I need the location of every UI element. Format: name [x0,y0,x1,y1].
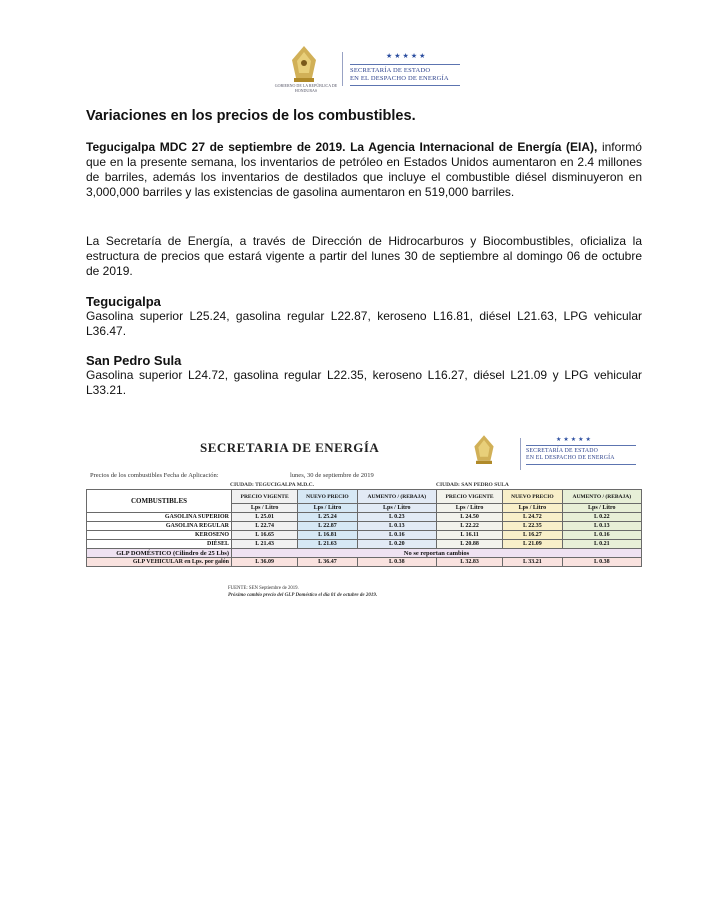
table-source-note: FUENTE: SEN Septiembre de 2019. [228,586,299,591]
fuel-name: GLP DOMÉSTICO (Cilindro de 25 Lbs) [87,549,232,558]
tgu-nuevo-precio: L 22.87 [298,522,357,531]
sps-aumento: L 0.38 [562,558,641,567]
stars-icon: ★★★★★ [386,53,428,60]
paragraph-eia-lead: Tegucigalpa MDC 27 de septiembre de 2019. La Agencia Internacional de Energía (EIA), [86,140,598,154]
table-row-glp-domestico [87,549,642,558]
table-row [87,531,642,540]
secretaria-line1: SECRETARÍA DE ESTADO [350,67,431,74]
table-secretaria-line2: EN EL DESPACHO DE ENERGÍA [526,455,615,461]
col-sps-nuevo-precio: NUEVO PRECIO [503,490,562,504]
fuel-name: KEROSENO [87,531,232,540]
sps-precio-vigente: L 24.50 [436,513,502,522]
table-row [87,522,642,531]
tgu-nuevo-precio: L 25.24 [298,513,357,522]
unit-cell: Lps / Litro [232,504,298,513]
fuel-price-table [86,489,642,567]
table-secretaria-logo [526,436,636,467]
sps-precio-vigente: L 20.88 [436,540,502,549]
city-heading-san-pedro-sula: San Pedro Sula [86,353,182,368]
city-header-tegucigalpa: CIUDAD: TEGUCIGALPA M.D.C. [230,482,314,488]
sps-precio-vigente: L 32.83 [436,558,502,567]
application-date-label: Precios de los combustibles Fecha de Aplicación: [90,472,219,479]
emblem-caption: GOBIERNO DE LA REPÚBLICA DE HONDURAS [274,83,338,93]
unit-cell: Lps / Litro [562,504,641,513]
unit-cell: Lps / Litro [357,504,436,513]
tgu-precio-vigente: L 16.65 [232,531,298,540]
col-combustibles: COMBUSTIBLES [87,490,232,513]
tgu-precio-vigente: L 25.01 [232,513,298,522]
letterhead [0,38,720,98]
tgu-nuevo-precio: L 21.63 [298,540,357,549]
tgu-precio-vigente: L 21.43 [232,540,298,549]
table-next-change-note: Próximo cambio precio del GLP Doméstico el día 01 de octubre de 2019. [228,593,378,598]
city-heading-tegucigalpa: Tegucigalpa [86,294,161,309]
price-table-figure [84,432,644,612]
unit-cell: Lps / Litro [503,504,562,513]
coat-of-arms-icon [468,432,500,472]
col-tgu-nuevo-precio: NUEVO PRECIO [298,490,357,504]
secretaria-line2: EN EL DESPACHO DE ENERGÍA [350,75,449,82]
tgu-aumento: L 0.13 [357,522,436,531]
col-sps-precio-vigente: PRECIO VIGENTE [436,490,502,504]
sps-aumento: L 0.21 [562,540,641,549]
unit-cell: Lps / Litro [436,504,502,513]
sps-nuevo-precio: L 21.09 [503,540,562,549]
fuel-name: GASOLINA REGULAR [87,522,232,531]
sps-nuevo-precio: L 24.72 [503,513,562,522]
fuel-name: GLP VEHICULAR en Lps. por galón [87,558,232,567]
table-row [87,513,642,522]
article-title: Variaciones en los precios de los combustibles. [86,108,416,124]
table-row [87,540,642,549]
tgu-aumento: L 0.38 [357,558,436,567]
tgu-aumento: L 0.16 [357,531,436,540]
tgu-nuevo-precio: L 36.47 [298,558,357,567]
city-header-san-pedro-sula: CIUDAD: SAN PEDRO SULA [436,482,509,488]
fuel-name: DIÉSEL [87,540,232,549]
sps-nuevo-precio: L 33.21 [503,558,562,567]
prices-tegucigalpa: Gasolina superior L25.24, gasolina regular L22.87, keroseno L16.81, diésel L21.63, LPG vehicular L36.47. [86,309,642,338]
sps-precio-vigente: L 16.11 [436,531,502,540]
col-tgu-aumento: AUMENTO / (REBAJA) [357,490,436,504]
no-changes-note: No se reportan cambios [232,549,642,558]
table-header-row [87,490,642,504]
sps-aumento: L 0.13 [562,522,641,531]
sps-nuevo-precio: L 22.35 [503,522,562,531]
paragraph-eia-body: informó que en la presente semana, los inventarios de petróleo en Estados Unidos aumentaron en 2.4 millones de barriles, además los inventarios de destilados que incluye el combustible diésel disminuyeron en 3,000,000 barriles y las existencias de gasolina aumentaron en 519,000 barriles. [86,140,642,199]
table-header-divider [520,438,521,470]
tgu-precio-vigente: L 36.09 [232,558,298,567]
table-title: SECRETARIA DE ENERGÍA [200,440,380,455]
sps-precio-vigente: L 22.22 [436,522,502,531]
tgu-aumento: L 0.23 [357,513,436,522]
tgu-nuevo-precio: L 16.81 [298,531,357,540]
header-divider [342,52,343,86]
paragraph-eia [86,140,642,200]
paragraph-secretaria: La Secretaría de Energía, a través de Dirección de Hidrocarburos y Biocombustibles, oficializa la estructura de precios que estará vigente a partir del lunes 30 de septiembre al domingo 06 de octubre de 2019. [86,234,642,278]
table-row-glp-vehicular [87,558,642,567]
stars-icon: ★★★★★ [556,437,593,443]
sps-aumento: L 0.22 [562,513,641,522]
table-secretaria-line1: SECRETARÍA DE ESTADO [526,448,598,454]
sps-nuevo-precio: L 16.27 [503,531,562,540]
secretaria-logo [350,62,460,88]
tgu-precio-vigente: L 22.74 [232,522,298,531]
tgu-aumento: L 0.20 [357,540,436,549]
unit-cell: Lps / Litro [298,504,357,513]
fuel-name: GASOLINA SUPERIOR [87,513,232,522]
sps-aumento: L 0.16 [562,531,641,540]
col-sps-aumento: AUMENTO / (REBAJA) [562,490,641,504]
prices-san-pedro-sula: Gasolina superior L24.72, gasolina regular L22.35, keroseno L16.27, diésel L21.09 y LPG vehicular L33.21. [86,368,642,397]
application-date: lunes, 30 de septiembre de 2019 [290,472,374,479]
col-tgu-precio-vigente: PRECIO VIGENTE [232,490,298,504]
